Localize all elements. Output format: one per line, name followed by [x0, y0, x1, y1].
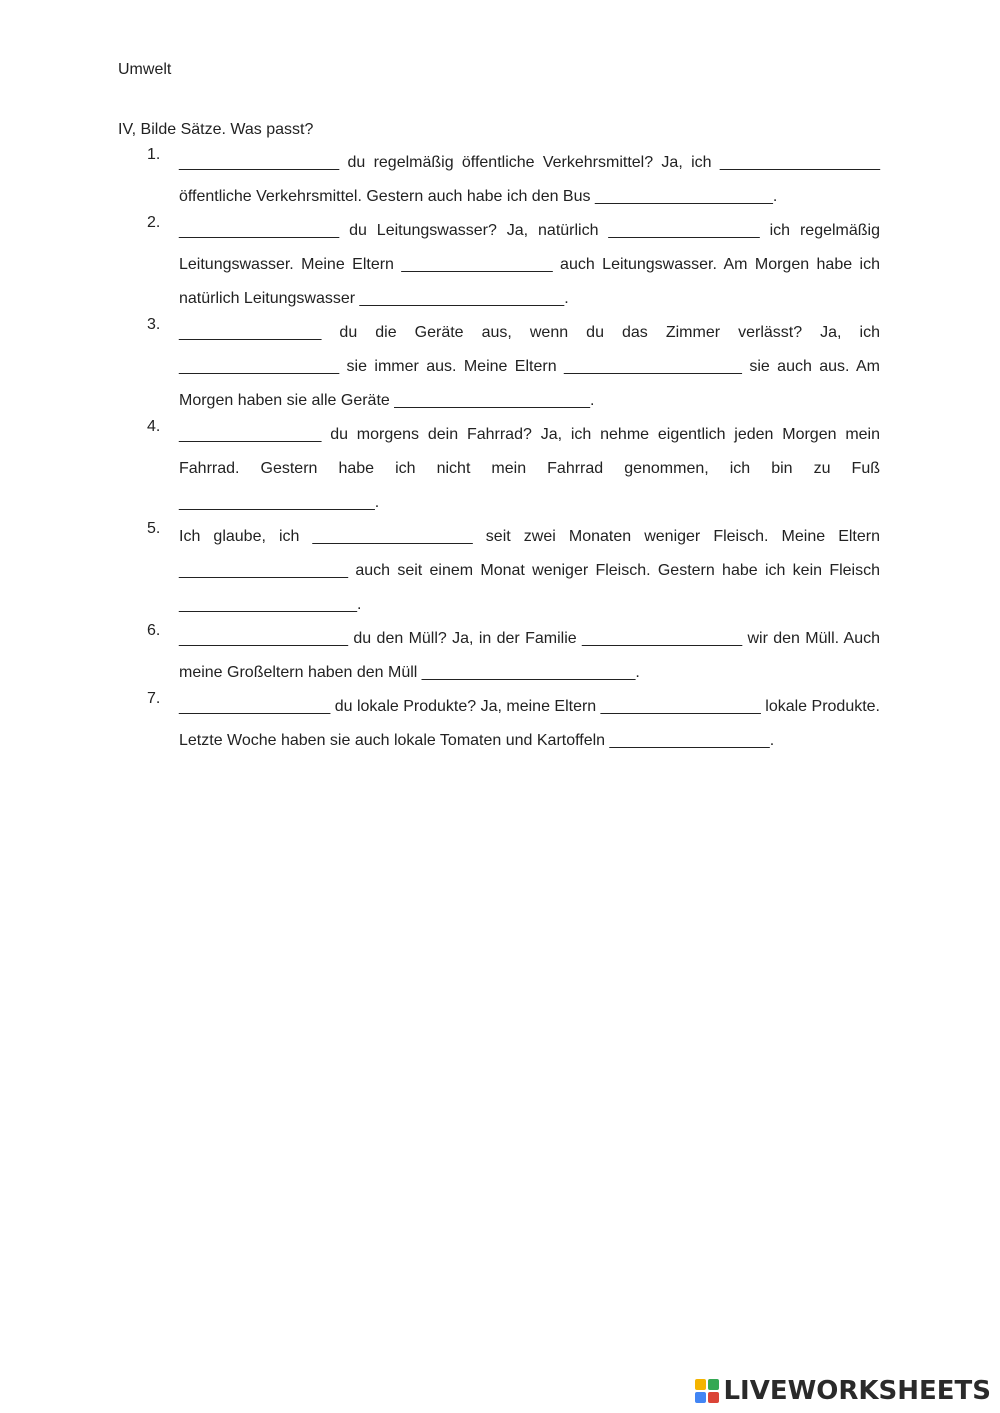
exercise-number: 4.	[147, 418, 161, 435]
exercise-number: 2.	[147, 214, 161, 231]
exercise-text: __________________ du regelmäßig öffentliche Verkehrsmittel? Ja, ich __________________ öffentliche Verkehrsmittel. Gestern auch habe ich den Bus ____________________.	[179, 154, 880, 205]
exercise-number: 3.	[147, 316, 161, 333]
exercise-item-7	[118, 690, 880, 758]
exercise-item-5	[118, 520, 880, 622]
exercise-number: 5.	[147, 520, 161, 537]
logo-square-blue	[695, 1392, 706, 1403]
page-title: Umwelt	[118, 61, 172, 78]
exercise-item-6	[118, 622, 880, 690]
logo-square-red	[708, 1392, 719, 1403]
exercise-number: 7.	[147, 690, 161, 707]
exercise-text: Ich glaube, ich __________________ seit zwei Monaten weniger Fleisch. Meine Eltern ___________________ auch seit einem Monat weniger Fleisch. Gestern habe ich kein Fleisch ____________________.	[179, 528, 880, 613]
exercise-list	[118, 146, 880, 758]
exercise-item-4	[118, 418, 880, 520]
exercise-number: 1.	[147, 146, 161, 163]
liveworksheets-logo	[695, 1377, 991, 1405]
exercise-text: ________________ du die Geräte aus, wenn du das Zimmer verlässt? Ja, ich __________________ sie immer aus. Meine Eltern ____________________ sie auch aus. Am Morgen haben sie alle Geräte ______________________.	[179, 324, 880, 409]
logo-square-green	[708, 1379, 719, 1390]
logo-square-yellow	[695, 1379, 706, 1390]
instruction-heading: IV, Bilde Sätze. Was passt?	[118, 121, 314, 138]
exercise-text: __________________ du Leitungswasser? Ja, natürlich _________________ ich regelmäßig Leitungswasser. Meine Eltern _________________ auch Leitungswasser. Am Morgen habe ich natürlich Leitungswasser _______________________.	[179, 222, 880, 307]
exercise-text: _________________ du lokale Produkte? Ja, meine Eltern __________________ lokale Produkte. Letzte Woche haben sie auch lokale Tomaten und Kartoffeln __________________.	[179, 698, 880, 749]
liveworksheets-logo-icon	[695, 1379, 719, 1403]
exercise-item-2	[118, 214, 880, 316]
exercise-item-1	[118, 146, 880, 214]
exercise-text: ________________ du morgens dein Fahrrad? Ja, ich nehme eigentlich jeden Morgen mein Fahrrad. Gestern habe ich nicht mein Fahrrad genommen, ich bin zu Fuß ______________________.	[179, 426, 880, 511]
liveworksheets-brand: LIVEWORKSHEETS	[723, 1376, 991, 1406]
exercise-item-3	[118, 316, 880, 418]
exercise-text: ___________________ du den Müll? Ja, in der Familie __________________ wir den Müll. Auch meine Großeltern haben den Müll ________________________.	[179, 630, 880, 681]
exercise-number: 6.	[147, 622, 161, 639]
